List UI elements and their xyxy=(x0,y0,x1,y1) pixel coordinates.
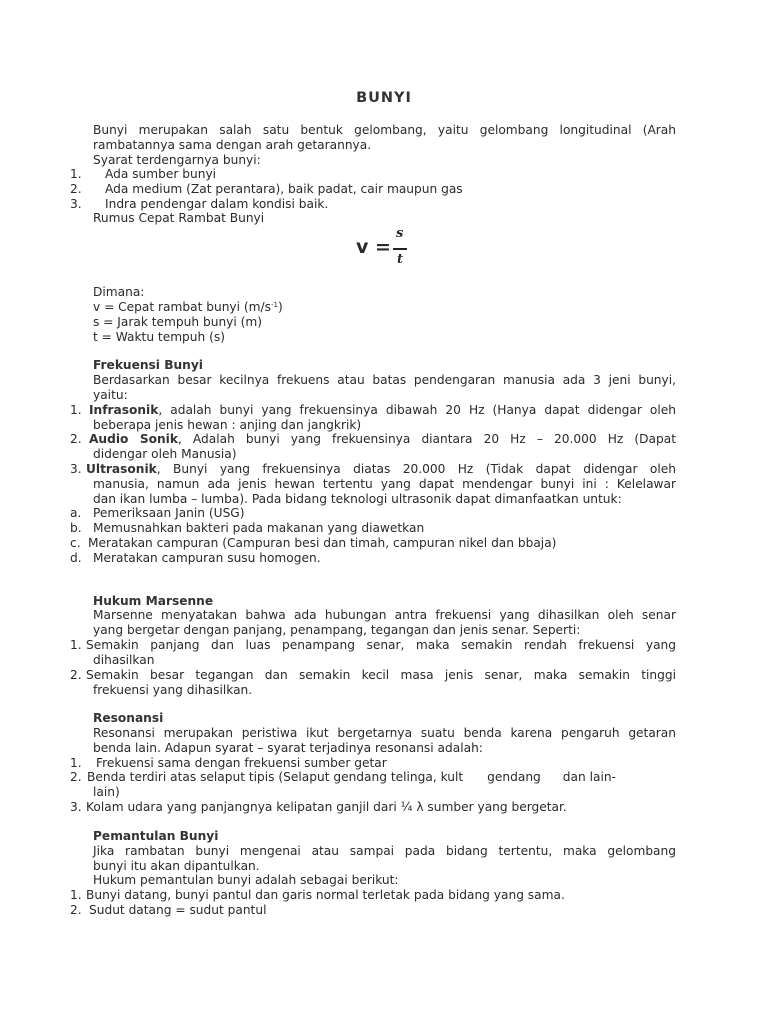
list-item-ultrasonik: Ultrasonik, Bunyi yang frekuensinya diatas 20.000 Hz (Tidak dapat didengar oleh xyxy=(86,462,676,476)
use-item: Pemeriksaan Janin (USG) xyxy=(93,506,245,520)
formula-lhs: v xyxy=(356,236,369,258)
list-item: Benda terdiri atas selaput tipis (Selaput gendang telinga, kult gendang dan lain- xyxy=(87,770,616,784)
section-heading-marsenne: Hukum Marsenne xyxy=(93,594,214,608)
rumus-title: Rumus Cepat Rambat Bunyi xyxy=(93,211,265,225)
list-item-infrasonik: Infrasonik, adalah bunyi yang frekuensinya dibawah 20 Hz (Hanya dapat didengar oleh xyxy=(89,403,676,417)
formula-equals: = xyxy=(375,236,391,258)
list-number: 2. xyxy=(70,182,82,196)
hukum-title: Hukum pemantulan bunyi adalah sebagai berikut: xyxy=(93,873,399,887)
list-letter: d. xyxy=(70,551,82,565)
list-item: Ada medium (Zat perantara), baik padat, cair maupun gas xyxy=(105,182,463,196)
list-item: Ada sumber bunyi xyxy=(105,167,217,181)
list-letter: a. xyxy=(70,506,82,520)
frekuensi-intro-line: Berdasarkan besar kecilnya frekuens atau batas pendengaran manusia ada 3 jeni bunyi, xyxy=(93,373,676,387)
section-heading-resonansi: Resonansi xyxy=(93,711,164,725)
list-letter: c. xyxy=(70,536,81,550)
frekuensi-intro-line: yaitu: xyxy=(93,388,128,402)
resonansi-intro-line: benda lain. Adapun syarat – syarat terjadinya resonansi adalah: xyxy=(93,741,483,755)
list-item: Semakin panjang dan luas penampang senar, maka semakin rendah frekuensi yang xyxy=(86,638,676,652)
fraction-bar xyxy=(393,248,407,250)
list-number: 2. xyxy=(70,770,82,784)
list-letter: b. xyxy=(70,521,82,535)
list-item-audio-sonik: Audio Sonik, Adalah bunyi yang frekuensinya diantara 20 Hz – 20.000 Hz (Dapat xyxy=(89,432,676,446)
formula-denominator: t xyxy=(397,252,404,267)
section-heading-pemantulan: Pemantulan Bunyi xyxy=(93,829,219,843)
list-item: Semakin besar tegangan dan semakin kecil masa jenis senar, maka semakin tinggi xyxy=(86,668,676,682)
variable-v: v = Cepat rambat bunyi $(m/s^{-1})$ xyxy=(93,300,283,314)
section-heading-frekuensi: Frekuensi Bunyi xyxy=(93,358,203,372)
marsenne-intro-line: Marsenne menyatakan bahwa ada hubungan antra frekuensi yang dihasilkan oleh senar xyxy=(93,608,676,622)
list-item-continuation: dan ikan lumba – lumba). Pada bidang teknologi ultrasonik dapat dimanfaatkan untuk: xyxy=(93,492,622,506)
list-number: 1. xyxy=(70,888,82,902)
list-number: 3. xyxy=(70,462,82,476)
page-title: BUNYI xyxy=(356,90,412,106)
list-item-continuation: frekuensi yang dihasilkan. xyxy=(93,683,253,697)
list-item: Kolam udara yang panjangnya kelipatan ganjil dari ¼ λ sumber yang bergetar. xyxy=(86,800,567,814)
list-number: 1. xyxy=(70,403,82,417)
resonansi-intro-line: Resonansi merupakan peristiwa ikut bergetarnya suatu benda karena pengaruh getaran xyxy=(93,726,676,740)
speed-formula xyxy=(356,225,426,273)
list-item: Bunyi datang, bunyi pantul dan garis normal terletak pada bidang yang sama. xyxy=(86,888,565,902)
list-item-continuation: dihasilkan xyxy=(93,653,155,667)
list-number: 2. xyxy=(70,903,82,917)
list-item: Indra pendengar dalam kondisi baik. xyxy=(105,197,329,211)
use-item: Memusnahkan bakteri pada makanan yang diawetkan xyxy=(93,521,425,535)
use-item: Meratakan campuran (Campuran besi dan timah, campuran nikel dan bbaja) xyxy=(88,536,557,550)
variable-t: t = Waktu tempuh (s) xyxy=(93,330,225,344)
list-number: 1. xyxy=(70,756,82,770)
use-item: Meratakan campuran susu homogen. xyxy=(93,551,321,565)
list-number: 3. xyxy=(70,197,82,211)
intro-paragraph-line: rambatannya sama dengan arah getarannya. xyxy=(93,138,372,152)
dimana-title: Dimana: xyxy=(93,285,145,299)
formula-numerator: s xyxy=(396,226,404,241)
list-number: 2. xyxy=(70,432,82,446)
list-item-continuation: lain) xyxy=(93,785,120,799)
list-item: Sudut datang = sudut pantul xyxy=(89,903,267,917)
list-number: 1. xyxy=(70,167,82,181)
pemantulan-intro-line: bunyi itu akan dipantulkan. xyxy=(93,859,260,873)
intro-paragraph-line: Bunyi merupakan salah satu bentuk gelombang, yaitu gelombang longitudinal (Arah xyxy=(93,123,676,137)
variable-s: s = Jarak tempuh bunyi (m) xyxy=(93,315,263,329)
list-item-continuation: didengar oleh Manusia) xyxy=(93,447,237,461)
syarat-title: Syarat terdengarnya bunyi: xyxy=(93,153,261,167)
list-item-continuation: beberapa jenis hewan : anjing dan jangkrik) xyxy=(93,418,362,432)
pemantulan-intro-line: Jika rambatan bunyi mengenai atau sampai pada bidang tertentu, maka gelombang xyxy=(93,844,676,858)
marsenne-intro-line: yang bergetar dengan panjang, penampang, tegangan dan jenis senar. Seperti: xyxy=(93,623,581,637)
list-number: 1. xyxy=(70,638,82,652)
list-item-continuation: manusia, namun ada jenis hewan tertentu yang dapat mendengar bunyi ini : Kelelawar xyxy=(93,477,676,491)
list-number: 2. xyxy=(70,668,82,682)
list-number: 3. xyxy=(70,800,82,814)
list-item: Frekuensi sama dengan frekuensi sumber getar xyxy=(96,756,387,770)
